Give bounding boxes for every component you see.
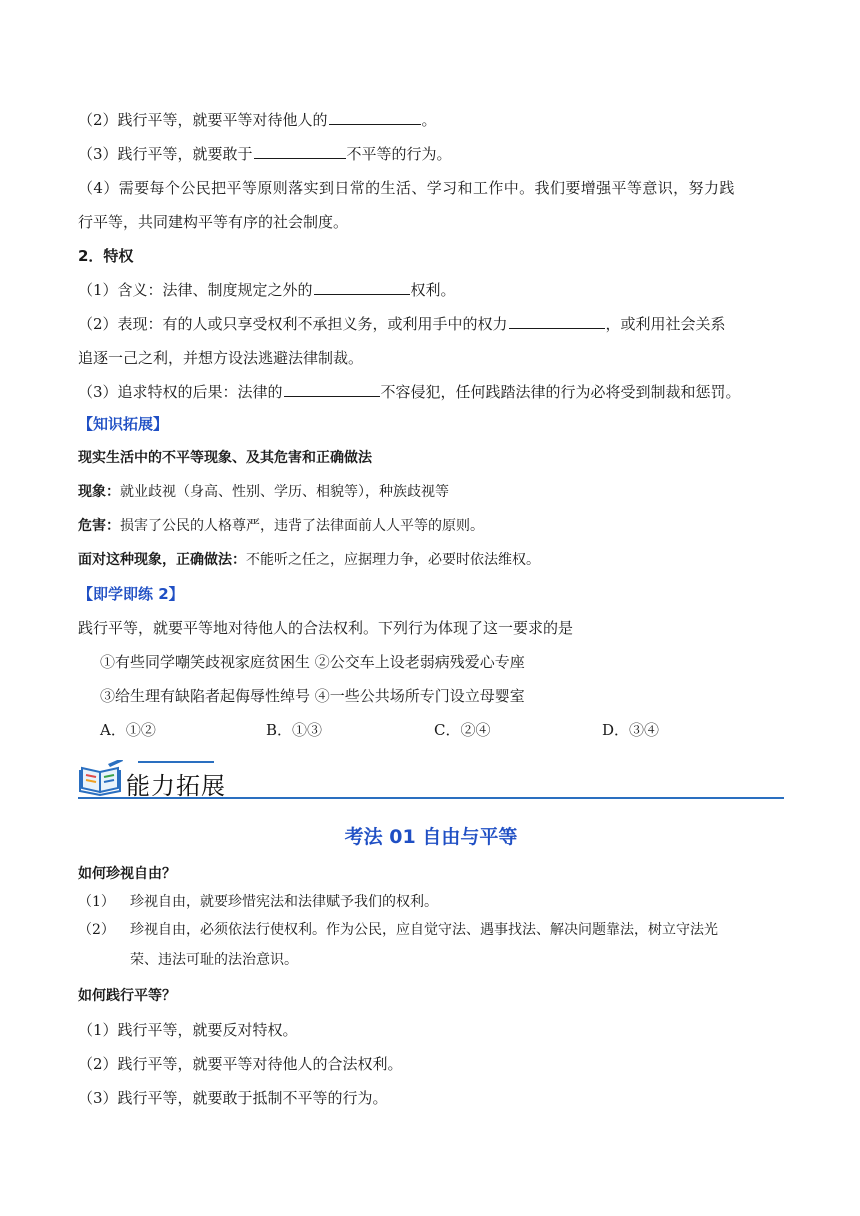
choice-b[interactable]: B．①③ <box>266 721 323 739</box>
knowledge-ext-tag: 【知识拓展】 <box>78 415 169 433</box>
fill-blank[interactable] <box>329 110 421 125</box>
practice-options-row-2: ③给生理有缺陷者起侮辱性绰号 ④一些公共场所专门设立母婴室 <box>100 687 525 705</box>
pre-line-3-text: （3）践行平等，就要敢于 <box>78 145 253 163</box>
pre-line-3 <box>78 144 452 164</box>
freedom-item-2-text: 珍视自由，必须依法行使权利。作为公民，应自觉守法、遇事找法、解决问题靠法，树立守法光 <box>130 922 718 938</box>
privilege-show-text: （2）表现：有的人或只享受权利不承担义务，或利用手中的权力 <box>78 315 508 333</box>
fill-blank[interactable] <box>284 382 380 397</box>
privilege-cons-text: （3）追求特权的后果：法律的 <box>78 383 283 401</box>
choice-c[interactable]: C．②④ <box>434 721 491 739</box>
practice-tag: 【即学即练 2】 <box>78 585 184 603</box>
equality-item-3: （3）践行平等，就要敢于抵制不平等的行为。 <box>78 1089 388 1107</box>
freedom-item-2 <box>78 920 718 940</box>
privilege-def <box>78 280 456 300</box>
pre-line-4-cont: 行平等，共同建构平等有序的社会制度。 <box>78 213 349 231</box>
practice-options-row-1: ①有些同学嘲笑歧视家庭贫困生 ②公交车上设老弱病残爱心专座 <box>100 653 525 671</box>
equality-item-1: （1）践行平等，就要反对特权。 <box>78 1021 298 1039</box>
ext-harm-text: 损害了公民的人格尊严，违背了法律面前人人平等的原则。 <box>120 518 484 534</box>
privilege-def-text: （1）含义：法律、制度规定之外的 <box>78 281 313 299</box>
pre-line-4: （4）需要每个公民把平等原则落实到日常的生活、学习和工作中。我们要增强平等意识，努力践 <box>78 179 735 197</box>
choice-a[interactable]: A．①② <box>100 721 156 739</box>
privilege-show-end: ，或利用社会关系 <box>605 315 726 333</box>
ext-harm <box>78 516 484 536</box>
privilege-show-cont: 追逐一己之利，并想方设法逃避法律制裁。 <box>78 349 364 367</box>
ext-correct-label: 面对这种现象，正确做法： <box>78 552 246 568</box>
ext-phenomenon-label: 现象： <box>78 484 120 500</box>
kaofa-heading: 考法 01 自由与平等 <box>344 826 518 848</box>
section-bottom-rule <box>78 797 784 799</box>
choice-d[interactable]: D．③④ <box>602 721 660 739</box>
freedom-item-1-num: （1） <box>78 894 115 910</box>
privilege-cons-end: 不容侵犯，任何践踏法律的行为必将受到制裁和惩罚。 <box>380 383 741 401</box>
fill-blank[interactable] <box>509 314 605 329</box>
pre-line-3-end: 不平等的行为。 <box>346 145 452 163</box>
pre-line-2 <box>78 110 437 130</box>
freedom-item-1 <box>78 892 438 912</box>
freedom-item-2-cont: 荣、违法可耻的法治意识。 <box>130 952 298 968</box>
ext-phenomenon-text: 就业歧视（身高、性别、学历、相貌等），种族歧视等 <box>120 484 449 500</box>
freedom-item-2-num: （2） <box>78 922 115 938</box>
privilege-show <box>78 314 726 334</box>
equality-question: 如何践行平等？ <box>78 988 176 1004</box>
section-title: 能力拓展 <box>126 772 226 800</box>
privilege-def-end: 权利。 <box>410 281 456 299</box>
ext-phenomenon <box>78 482 449 502</box>
pre-line-2-text: （2）践行平等，就要平等对待他人的 <box>78 111 328 129</box>
privilege-heading: 2．特权 <box>78 247 134 265</box>
book-pen-icon <box>78 760 124 796</box>
freedom-question: 如何珍视自由？ <box>78 866 176 882</box>
ext-harm-label: 危害： <box>78 518 120 534</box>
fill-blank[interactable] <box>314 280 410 295</box>
freedom-item-1-text: 珍视自由，就要珍惜宪法和法律赋予我们的权利。 <box>130 894 438 910</box>
pre-line-2-end: 。 <box>421 111 437 129</box>
practice-question: 践行平等，就要平等地对待他人的合法权利。下列行为体现了这一要求的是 <box>78 619 574 637</box>
knowledge-ext-title: 现实生活中的不平等现象、及其危害和正确做法 <box>78 450 372 466</box>
fill-blank[interactable] <box>254 144 346 159</box>
ext-correct-text: 不能听之任之，应据理力争，必要时依法维权。 <box>246 552 540 568</box>
privilege-cons <box>78 382 741 402</box>
ext-correct <box>78 550 540 570</box>
equality-item-2: （2）践行平等，就要平等对待他人的合法权利。 <box>78 1055 403 1073</box>
section-top-rule <box>138 761 214 763</box>
